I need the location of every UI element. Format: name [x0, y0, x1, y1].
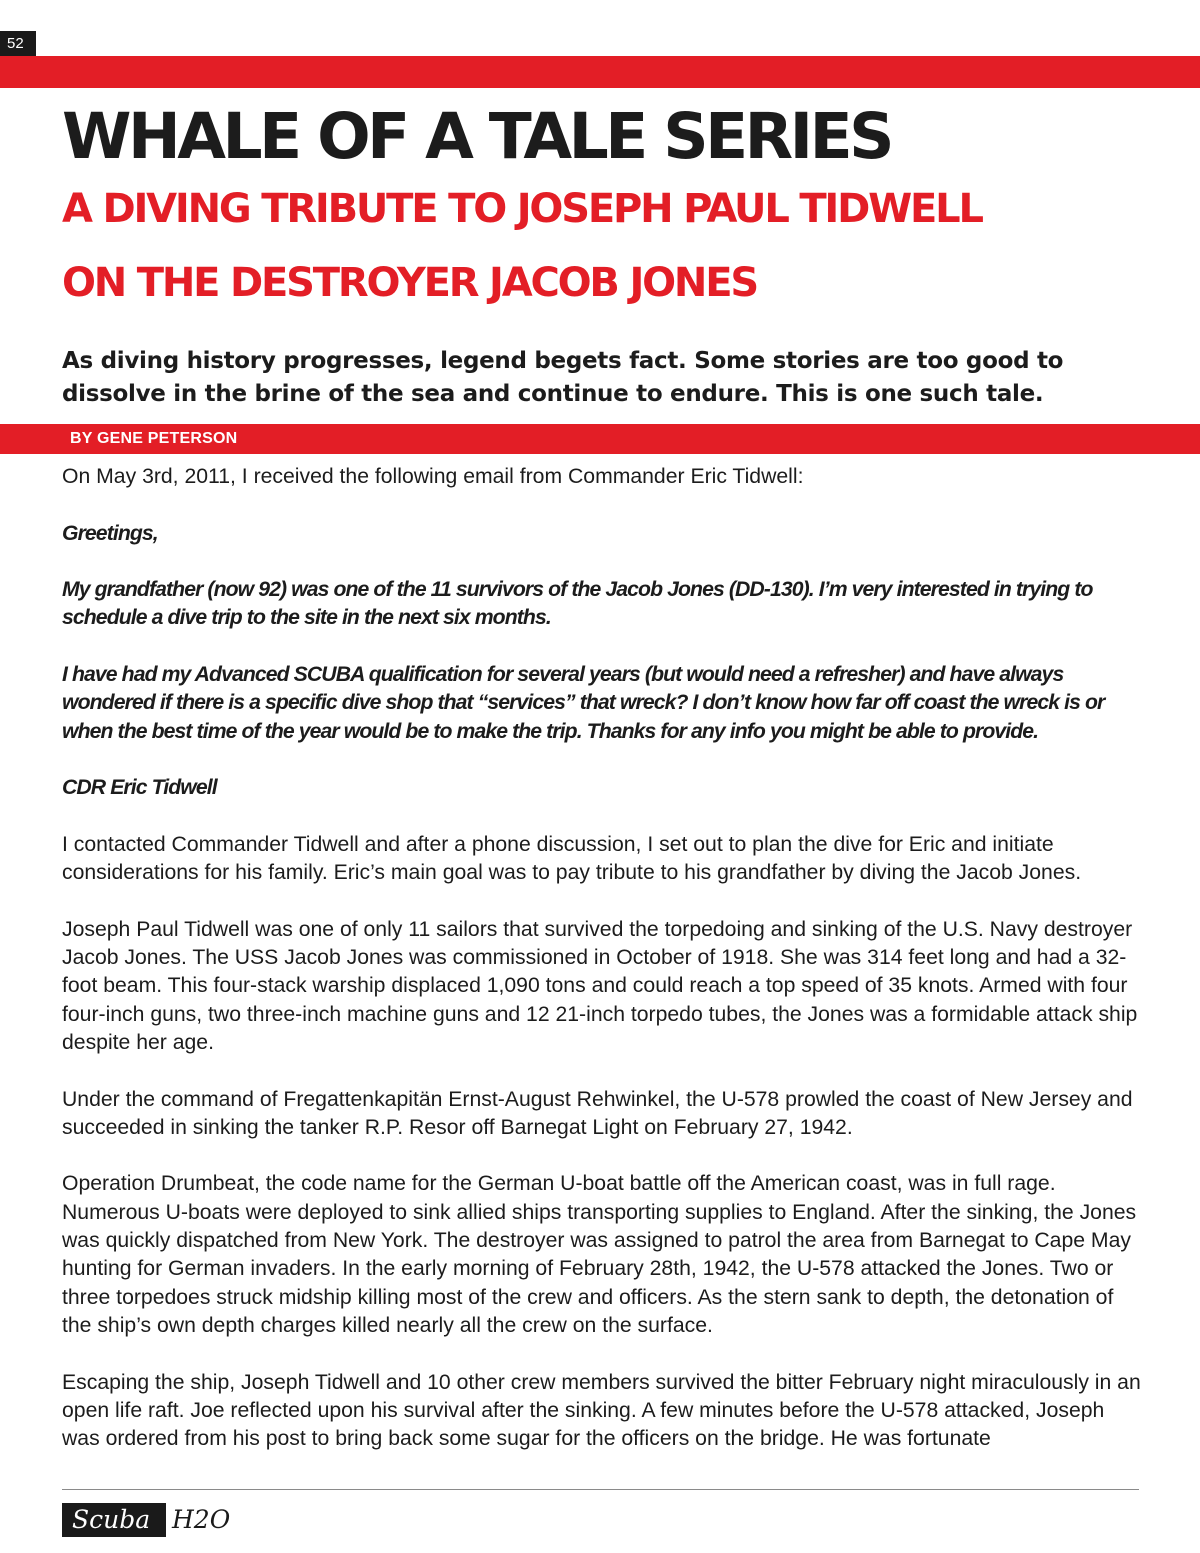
top-accent-band — [0, 56, 1200, 88]
headline: WHALE OF A TALE SERIES — [62, 100, 892, 173]
email-paragraph: Greetings, — [62, 521, 158, 545]
email-paragraph: I have had my Advanced SCUBA qualification for several years (but would need a refresher) and have always wondered if there is a specific dive shop that “services” that wreck? I don’t know how far off coast the wreck is or when the best time of the year would be to make the trip. Thanks for any info you might be able to provide. — [62, 663, 1105, 743]
logo-h2o-text: H2O — [172, 1505, 231, 1534]
footer-divider — [62, 1489, 1139, 1490]
paragraph: Joseph Paul Tidwell was one of only 11 sailors that survived the torpedoing and sinking of the U.S. Navy destroyer Jacob Jones. The USS Jacob Jones was commissioned in October of 1918. She was 314 feet long and had a 32-foot beam. This four-stack warship displaced 1,090 tons and could reach a top speed of 35 knots. Armed with four four-inch guns, two three-inch machine guns and 12 21-inch torpedo tubes, the Jones was a formidable attack ship despite her age. — [62, 917, 1138, 1054]
paragraph: Operation Drumbeat, the code name for the German U-boat battle off the American coast, was in full rage. Numerous U-boats were deployed to sink allied ships transporting supplies to England. After the sinking, the Jones was quickly dispatched from New York. The destroyer was assigned to patrol the area from Barnegat to Cape May hunting for German invaders. In the early morning of February 28th, 1942, the U-578 attacked the Jones. Two or three torpedoes struck midship killing most of the crew and officers. As the stern sank to depth, the detonation of the ship’s own depth charges killed nearly all the crew on the surface. — [62, 1172, 1137, 1337]
paragraph: I contacted Commander Tidwell and after a phone discussion, I set out to plan the dive for Eric and initiate considerations for his family. Eric’s main goal was to pay tribute to his grandfather by diving the Jacob Jones. — [62, 832, 1082, 885]
subtitle-line-2: ON THE DESTROYER JACOB JONES — [62, 260, 757, 306]
article-deck: As diving history progresses, legend begets fact. Some stories are too good to dissolve in the brine of the sea and continue to endure. This is one such tale. — [62, 348, 1064, 407]
page-number: 52 — [0, 31, 36, 56]
paragraph: Escaping the ship, Joseph Tidwell and 10 other crew members survived the bitter February night miraculously in an open life raft. Joe reflected upon his survival after the sinking. A few minutes before the U-578 attacked, Joseph was ordered from his post to bring back some sugar for the officers on the bridge. He was fortunate — [62, 1370, 1141, 1451]
paragraph: Under the command of Fregattenkapitän Ernst-August Rehwinkel, the U-578 prowled the coast of New Jersey and succeeded in sinking the tanker R.P. Resor off Barnegat Light on February 27, 1942. — [62, 1087, 1133, 1139]
logo-scuba-text: Scuba — [62, 1503, 166, 1537]
paragraph: On May 3rd, 2011, I received the following email from Commander Eric Tidwell: — [62, 465, 804, 488]
email-signature: CDR Eric Tidwell — [62, 776, 217, 800]
subtitle-line-1: A DIVING TRIBUTE TO JOSEPH PAUL TIDWELL — [62, 186, 982, 232]
byline: BY GENE PETERSON — [70, 430, 238, 447]
byline-band — [0, 424, 1200, 454]
article-body — [62, 463, 1147, 1482]
email-paragraph: My grandfather (now 92) was one of the 11 survivors of the Jacob Jones (DD-130). I’m very interested in trying to schedule a dive trip to the site in the next six months. — [62, 578, 1093, 630]
